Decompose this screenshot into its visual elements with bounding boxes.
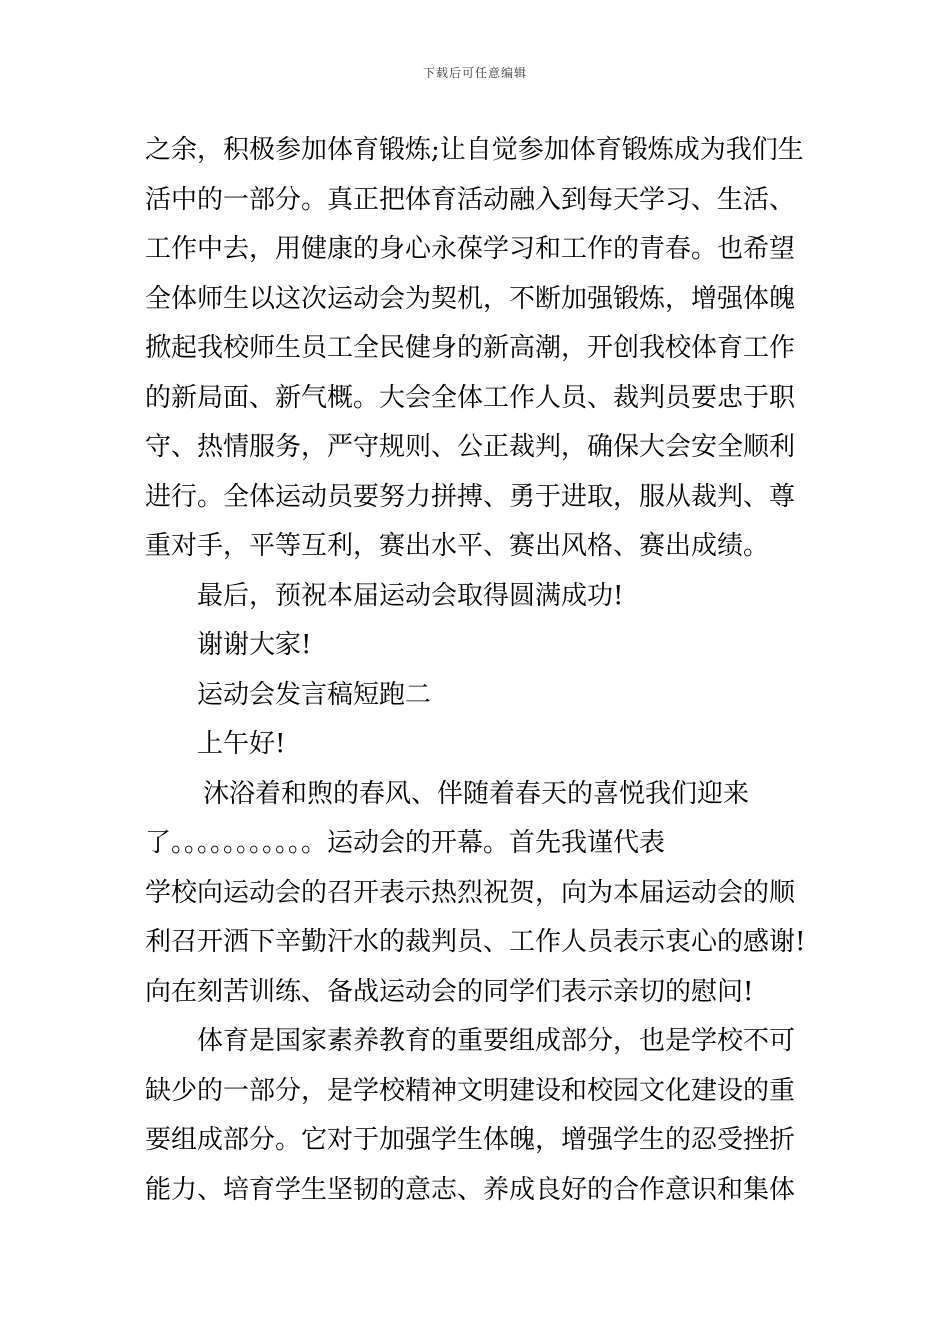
closing-wish: 最后，预祝本届运动会取得圆满成功! <box>197 580 624 611</box>
paragraph-line: 利召开洒下辛勤汗水的裁判员、工作人员表示衷心的感谢! <box>145 927 806 957</box>
paragraph-line: 学校向运动会的召开表示热烈祝贺，向为本届运动会的顺 <box>145 877 796 908</box>
document-body <box>145 126 810 1215</box>
page-header: 下载后可任意编辑 <box>422 66 527 80</box>
paragraph-line: 之余，积极参加体育锻炼;让自觉参加体育锻炼成为我们生 <box>145 135 804 165</box>
paragraph-line: 重对手，平等互利，赛出水平、赛出风格、赛出成绩。 <box>145 531 770 561</box>
paragraph-line: 能力、培育学生坚韧的意志、养成良好的合作意识和集体 <box>145 1174 796 1205</box>
paragraph-line: 活中的一部分。真正把体育活动融入到每天学习、生活、 <box>145 184 796 215</box>
paragraph-line: 向在刻苦训练、备战运动会的同学们表示亲切的慰问! <box>145 976 754 1007</box>
paragraph-line: 全体师生以这次运动会为契机，不断加强锻炼，增强体魄 <box>145 283 796 314</box>
paragraph-line: 了。。。。。。。。。。。运动会的开幕。首先我谨代表 <box>145 828 666 858</box>
section-title: 运动会发言稿短跑二 <box>197 679 432 710</box>
paragraph-line: 掀起我校师生员工全民健身的新高潮，开创我校体育工作 <box>145 333 796 363</box>
paragraph-line: 工作中去，用健康的身心永葆学习和工作的青春。也希望 <box>145 234 796 264</box>
greeting-line: 上午好! <box>197 729 286 759</box>
paragraph-line: 的新局面、新气概。大会全体工作人员、裁判员要忠于职 <box>145 382 796 413</box>
paragraph-line: 要组成部分。它对于加强学生体魄，增强学生的忍受挫折 <box>145 1125 796 1155</box>
paragraph-line: 体育是国家素养教育的重要组成部分，也是学校不可 <box>197 1026 796 1056</box>
paragraph-line: 守、热情服务，严守规则、公正裁判，确保大会安全顺利 <box>145 432 796 462</box>
paragraph-line: 沐浴着和煦的春风、伴随着春天的喜悦我们迎来 <box>203 778 750 809</box>
paragraph-line: 缺少的一部分，是学校精神文明建设和校园文化建设的重 <box>145 1075 796 1106</box>
thanks-line: 谢谢大家! <box>197 630 312 660</box>
paragraph-line: 进行。全体运动员要努力拼搏、勇于进取，服从裁判、尊 <box>145 481 796 512</box>
